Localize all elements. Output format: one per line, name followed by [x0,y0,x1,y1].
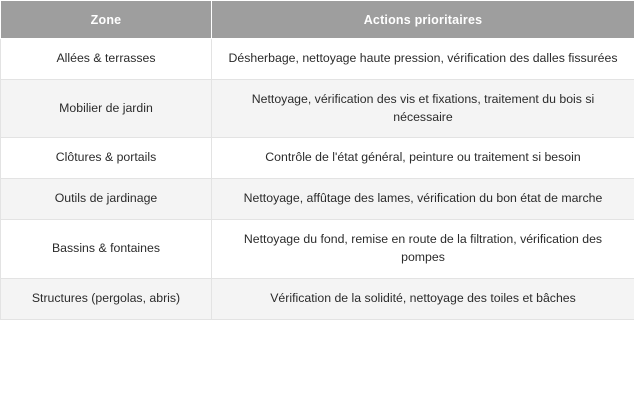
cell-zone: Outils de jardinage [1,179,212,220]
column-header-actions: Actions prioritaires [212,1,634,39]
cell-actions: Nettoyage du fond, remise en route de la filtration, vérification des pompes [212,220,634,279]
table-row [1,79,634,138]
column-header-zone: Zone [1,1,212,39]
cell-actions: Nettoyage, vérification des vis et fixations, traitement du bois si nécessaire [212,79,634,138]
cell-zone: Allées & terrasses [1,39,212,80]
cell-zone: Clôtures & portails [1,138,212,179]
cell-zone: Structures (pergolas, abris) [1,278,212,319]
table-body [1,39,634,320]
table-header-row [1,1,634,39]
table-header [1,1,634,39]
table-row [1,220,634,279]
cell-zone: Bassins & fontaines [1,220,212,279]
cell-zone: Mobilier de jardin [1,79,212,138]
cell-actions: Vérification de la solidité, nettoyage des toiles et bâches [212,278,634,319]
cell-actions: Nettoyage, affûtage des lames, vérification du bon état de marche [212,179,634,220]
table-row [1,278,634,319]
table-row [1,179,634,220]
table-row [1,138,634,179]
cell-actions: Contrôle de l'état général, peinture ou traitement si besoin [212,138,634,179]
table-row [1,39,634,80]
cell-actions: Désherbage, nettoyage haute pression, vérification des dalles fissurées [212,39,634,80]
